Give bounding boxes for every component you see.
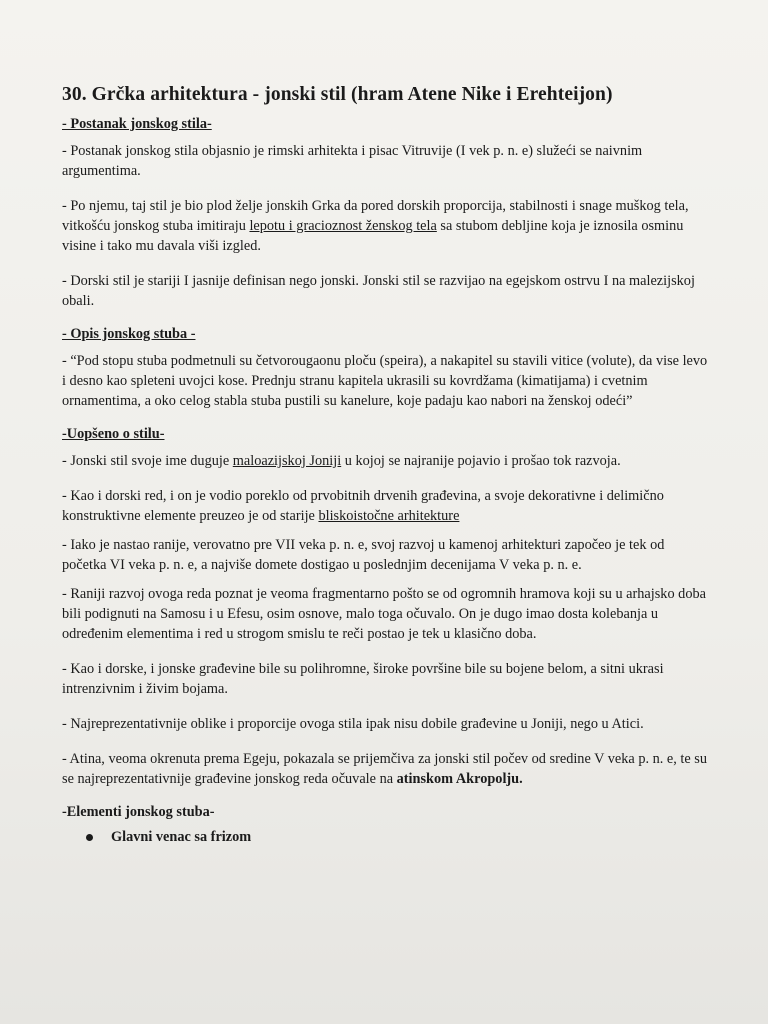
paragraph: - Najreprezentativnije oblike i proporcije ovoga stila ipak nisu dobile građevine u Joniji, nego u Atici. bbox=[62, 716, 644, 732]
paragraph: - Kao i dorski red, i on je vodio poreklo od prvobitnih drvenih građevina, a svoje dekorativne i delimično konstruktivne elemente preuzeo je od starije bliskoistočne arhitekture bbox=[62, 488, 664, 524]
section-heading-elements: -Elementi jonskog stuba- bbox=[62, 804, 215, 820]
paragraph: - Dorski stil je stariji I jasnije definisan nego jonski. Jonski stil se razvijao na egejskom ostrvu I na malezijskoj obali. bbox=[62, 273, 695, 309]
underlined-phrase: lepotu i gracioznost ženskog tela bbox=[249, 218, 437, 234]
bullet-item bbox=[86, 829, 712, 846]
page-title: 30. Grčka arhitektura - jonski stil (hram Atene Nike i Erehteijon) bbox=[62, 84, 613, 105]
paragraph: - Raniji razvoj ovoga reda poznat je veoma fragmentarno pošto se od ogromnih hramova koji su u arhajsko doba bili podignuti na Samosu i u Efesu, osim osnove, malo toga očuvalo. On je dugo imao dosta kolebanja u određenim elementima i red u strogom smislu te reči postao je tek u klasično doba. bbox=[62, 586, 706, 642]
bold-phrase: atinskom Akropolju. bbox=[396, 771, 523, 787]
section-heading-general: -Uopšeno o stilu- bbox=[62, 426, 165, 442]
paragraph: - Postanak jonskog stila objasnio je rimski arhitekta i pisac Vitruvije (I vek p. n. e) služeći se naivnim argumentima. bbox=[62, 143, 643, 179]
bullet-label: Glavni venac sa frizom bbox=[111, 829, 252, 845]
section-heading-origin: - Postanak jonskog stila- bbox=[62, 116, 212, 132]
section-heading-column: - Opis jonskog stuba - bbox=[62, 326, 196, 342]
paragraph: - Kao i dorske, i jonske građevine bile su polihromne, široke površine bile su bojene belom, a sitni ukrasi intrenzivnim i živim bojama. bbox=[62, 661, 664, 697]
paragraph: - Atina, veoma okrenuta prema Egeju, pokazala se prijemčiva za jonski stil počev od sredine V veka p. n. e, te su se najreprezentativnije građevine jonskog reda očuvale na atinskom Akropolju. bbox=[62, 751, 708, 787]
bullet-icon bbox=[86, 834, 93, 841]
paragraph: - Iako je nastao ranije, verovatno pre VII veka p. n. e, svoj razvoj u kamenoj arhitekturi započeo je tek od početka VI veka p. n. e, a najviše domete dostigao u poslednjim decenijama V veka p. n. e. bbox=[62, 537, 665, 573]
underlined-phrase: bliskoistočne arhitekture bbox=[318, 508, 460, 524]
underlined-phrase: maloazijskoj Joniji bbox=[232, 453, 342, 469]
paragraph: - Po njemu, taj stil je bio plod želje jonskih Grka da pored dorskih proporcija, stabilnosti i snage muškog tela, vitkošću jonskog stuba imitiraju lepotu i gracioznost ženskog tela sa stubom debljine koja je iznosila osminu visine i tako mu davala viši izgled. bbox=[62, 198, 689, 254]
paragraph-quote: - “Pod stopu stuba podmetnuli su četvorougaonu ploču (speira), a nakapitel su stavili vitice (volute), da vise levo i desno kao spleteni uvojci kose. Prednju stranu kapitela ukrasili su kovrdžama (kimatijama) i cvetnim ornamentima, a oko celog stabla stuba pustili su kanelure, koje padaju kao nabori na ženskoj odeći” bbox=[62, 353, 708, 409]
document-body bbox=[62, 84, 712, 846]
paragraph: - Jonski stil svoje ime duguje maloazijskoj Joniji u kojoj se najranije pojavio i prošao tok razvoja. bbox=[62, 453, 621, 469]
